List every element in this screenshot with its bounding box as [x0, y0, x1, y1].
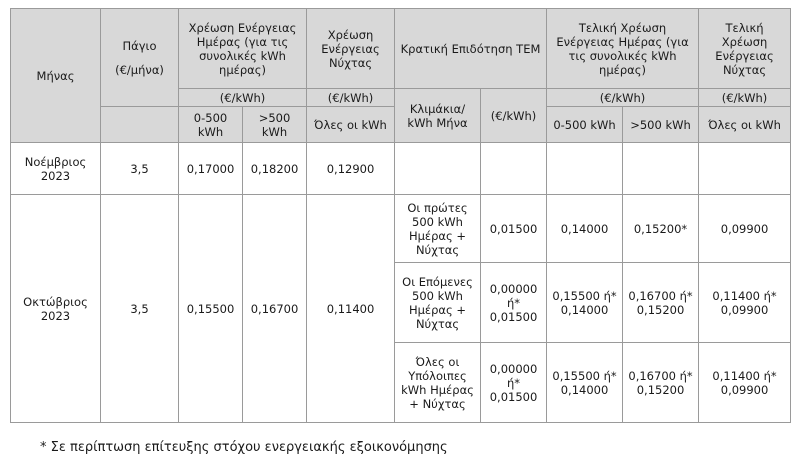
cell-final-night: 0,09900: [699, 195, 791, 263]
cell-subsidy: 0,01500: [481, 195, 547, 263]
header-unit-night: (€/kWh): [307, 89, 395, 107]
header-band-all: Όλες οι kWh: [307, 107, 395, 143]
table-row: [11, 143, 791, 195]
header-night-charge: Χρέωση Ενέργειας Νύχτας: [307, 9, 395, 89]
header-band-low-final: 0-500 kWh: [547, 107, 623, 143]
header-fixed-blank: [101, 107, 179, 143]
header-final-night: Τελική Χρέωση Ενέργειας Νύχτας: [699, 9, 791, 89]
cell-final-day-high: 0,15200*: [623, 195, 699, 263]
cell-day-low: 0,17000: [179, 143, 243, 195]
header-fixed: [101, 9, 179, 107]
cell-tier-label: Οι πρώτες 500 kWh Ημέρας + Νύχτας: [395, 195, 481, 263]
header-final-day: Τελική Χρέωση Ενέργειας Ημέρας (για τις συνολικές kWh ημέρας): [547, 9, 699, 89]
header-month: Μήνας: [11, 9, 101, 143]
cell-empty: [699, 143, 791, 195]
cell-final-day-high: 0,16700 ή* 0,15200: [623, 263, 699, 343]
cell-empty: [547, 143, 623, 195]
header-fixed-unit: (€/μήνα): [115, 62, 164, 77]
cell-tier-label: Οι Επόμενες 500 kWh Ημέρας + Νύχτας: [395, 263, 481, 343]
cell-empty: [395, 143, 481, 195]
table-row: [11, 195, 791, 263]
cell-day-low: 0,15500: [179, 195, 243, 423]
cell-subsidy: 0,00000 ή* 0,01500: [481, 343, 547, 423]
cell-final-day-low: 0,14000: [547, 195, 623, 263]
cell-tier-label: Όλες οι Υπόλοιπες kWh Ημέρας + Νύχτας: [395, 343, 481, 423]
cell-final-night: 0,11400 ή* 0,09900: [699, 263, 791, 343]
cell-final-day-low: 0,15500 ή* 0,14000: [547, 263, 623, 343]
cell-day-high: 0,18200: [243, 143, 307, 195]
cell-final-night: 0,11400 ή* 0,09900: [699, 343, 791, 423]
cell-fixed: 3,5: [101, 143, 179, 195]
cell-empty: [623, 143, 699, 195]
header-band-high: >500 kWh: [243, 107, 307, 143]
header-unit-subsidy: (€/kWh): [481, 89, 547, 143]
header-tiers: Κλιμάκια/ kWh Μήνα: [395, 89, 481, 143]
header-unit-final-day: (€/kWh): [547, 89, 699, 107]
header-unit-day: (€/kWh): [179, 89, 307, 107]
cell-month: Οκτώβριος 2023: [11, 195, 101, 423]
tariff-table: [10, 8, 791, 423]
header-fixed-label: Πάγιο: [122, 38, 157, 53]
header-band-low: 0-500 kWh: [179, 107, 243, 143]
cell-night: 0,12900: [307, 143, 395, 195]
cell-night: 0,11400: [307, 195, 395, 423]
cell-month: Νοέμβριος 2023: [11, 143, 101, 195]
cell-fixed: 3,5: [101, 195, 179, 423]
header-day-charge: Χρέωση Ενέργειας Ημέρας (για τις συνολικές kWh ημέρας): [179, 9, 307, 89]
header-subsidy: Κρατική Επιδότηση ΤΕΜ: [395, 9, 547, 89]
cell-subsidy: 0,00000 ή* 0,01500: [481, 263, 547, 343]
cell-day-high: 0,16700: [243, 195, 307, 423]
header-band-high-final: >500 kWh: [623, 107, 699, 143]
header-band-all-final: Όλες οι kWh: [699, 107, 791, 143]
footnote: * Σε περίπτωση επίτευξης στόχου ενεργειακής εξοικονόμησης: [40, 440, 448, 455]
cell-empty: [481, 143, 547, 195]
cell-final-day-low: 0,15500 ή* 0,14000: [547, 343, 623, 423]
header-unit-final-night: (€/kWh): [699, 89, 791, 107]
cell-final-day-high: 0,16700 ή* 0,15200: [623, 343, 699, 423]
